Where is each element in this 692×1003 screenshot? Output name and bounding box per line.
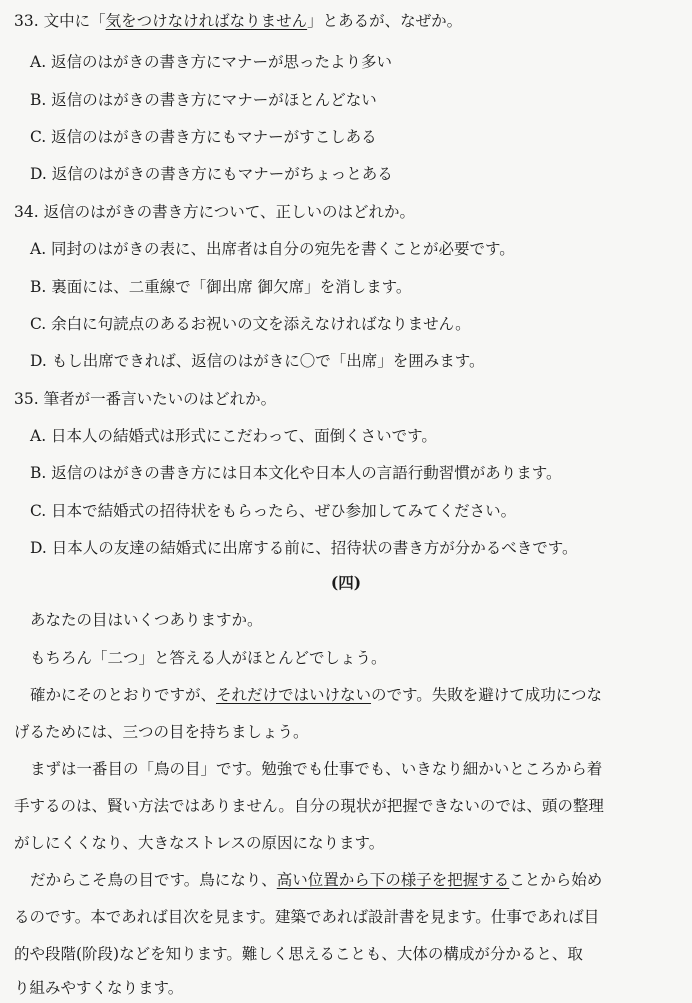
question-35-option-c: C. 日本で結婚式の招待状をもらったら、ぜひ参加してみてください。 xyxy=(30,502,517,520)
passage-line: るのです。本であれば目次を見ます。建築であれば設計書を見ます。仕事であれば目 xyxy=(14,908,600,926)
question-34-option-b: B. 裏面には、二重線で「御出席 御欠席」を消します。 xyxy=(30,278,412,296)
passage-underlined-phrase: 高い位置から下の様子を把握する xyxy=(276,871,510,889)
question-33 xyxy=(14,10,462,32)
passage-line: がしにくくなり、大きなストレスの原因になります。 xyxy=(14,834,385,852)
passage-line: 手するのは、賢い方法ではありません。自分の現状が把握できないのでは、頭の整理 xyxy=(14,797,604,815)
passage-line: り組みやすくなります。 xyxy=(14,979,184,997)
question-33-option-d: D. 返信のはがきの書き方にもマナーがちょっとある xyxy=(30,165,393,183)
question-35: 35. 筆者が一番言いたいのはどれか。 xyxy=(14,390,277,408)
section-heading: (四) xyxy=(330,573,362,592)
question-33-option-b: B. 返信のはがきの書き方にマナーがほとんどない xyxy=(30,91,377,109)
question-33-prefix: 33. 文中に「 xyxy=(14,12,106,30)
question-35-option-a: A. 日本人の結婚式は形式にこだわって、面倒くさいです。 xyxy=(30,427,437,445)
passage-text: だからこそ鳥の目です。鳥になり、 xyxy=(30,871,277,889)
passage-underlined-phrase: それだけではいけない xyxy=(216,686,372,704)
question-33-underlined-quote: 気をつけなければなりません xyxy=(105,12,308,30)
passage-line: もちろん「二つ」と答える人がほとんどでしょう。 xyxy=(30,649,387,667)
passage-text: ことから始め xyxy=(509,871,603,889)
passage-line: まずは一番目の「鳥の目」です。勉強でも仕事でも、いきなり細かいところから着 xyxy=(30,760,603,778)
question-35-option-d: D. 日本人の友達の結婚式に出席する前に、招待状の書き方が分かるべきです。 xyxy=(30,539,578,557)
passage-line: げるためには、三つの目を持ちましょう。 xyxy=(14,723,309,741)
question-34: 34. 返信のはがきの書き方について、正しいのはどれか。 xyxy=(14,203,415,221)
passage-text: のです。失敗を避けて成功につな xyxy=(371,686,602,704)
question-33-option-c: C. 返信のはがきの書き方にもマナーがすこしある xyxy=(30,128,377,146)
passage-line xyxy=(30,869,692,891)
question-35-option-b: B. 返信のはがきの書き方には日本文化や日本人の言語行動習慣があります。 xyxy=(30,464,562,482)
question-33-suffix: 」とあるが、なぜか。 xyxy=(307,12,463,30)
passage-line: 的や段階(阶段)などを知ります。難しく思えることも、大体の構成が分かると、取 xyxy=(14,945,583,963)
passage-text: 確かにそのとおりですが、 xyxy=(30,686,217,704)
question-34-option-a: A. 同封のはがきの表に、出席者は自分の宛先を書くことが必要です。 xyxy=(30,240,515,258)
passage-line xyxy=(30,684,692,706)
question-33-option-a: A. 返信のはがきの書き方にマナーが思ったより多い xyxy=(30,53,393,71)
question-34-option-d: D. もし出席できれば、返信のはがきに〇で「出席」を囲みます。 xyxy=(30,352,485,370)
question-34-option-c: C. 余白に句読点のあるお祝いの文を添えなければなりません。 xyxy=(30,315,471,333)
passage-line: あなたの目はいくつありますか。 xyxy=(30,611,263,629)
